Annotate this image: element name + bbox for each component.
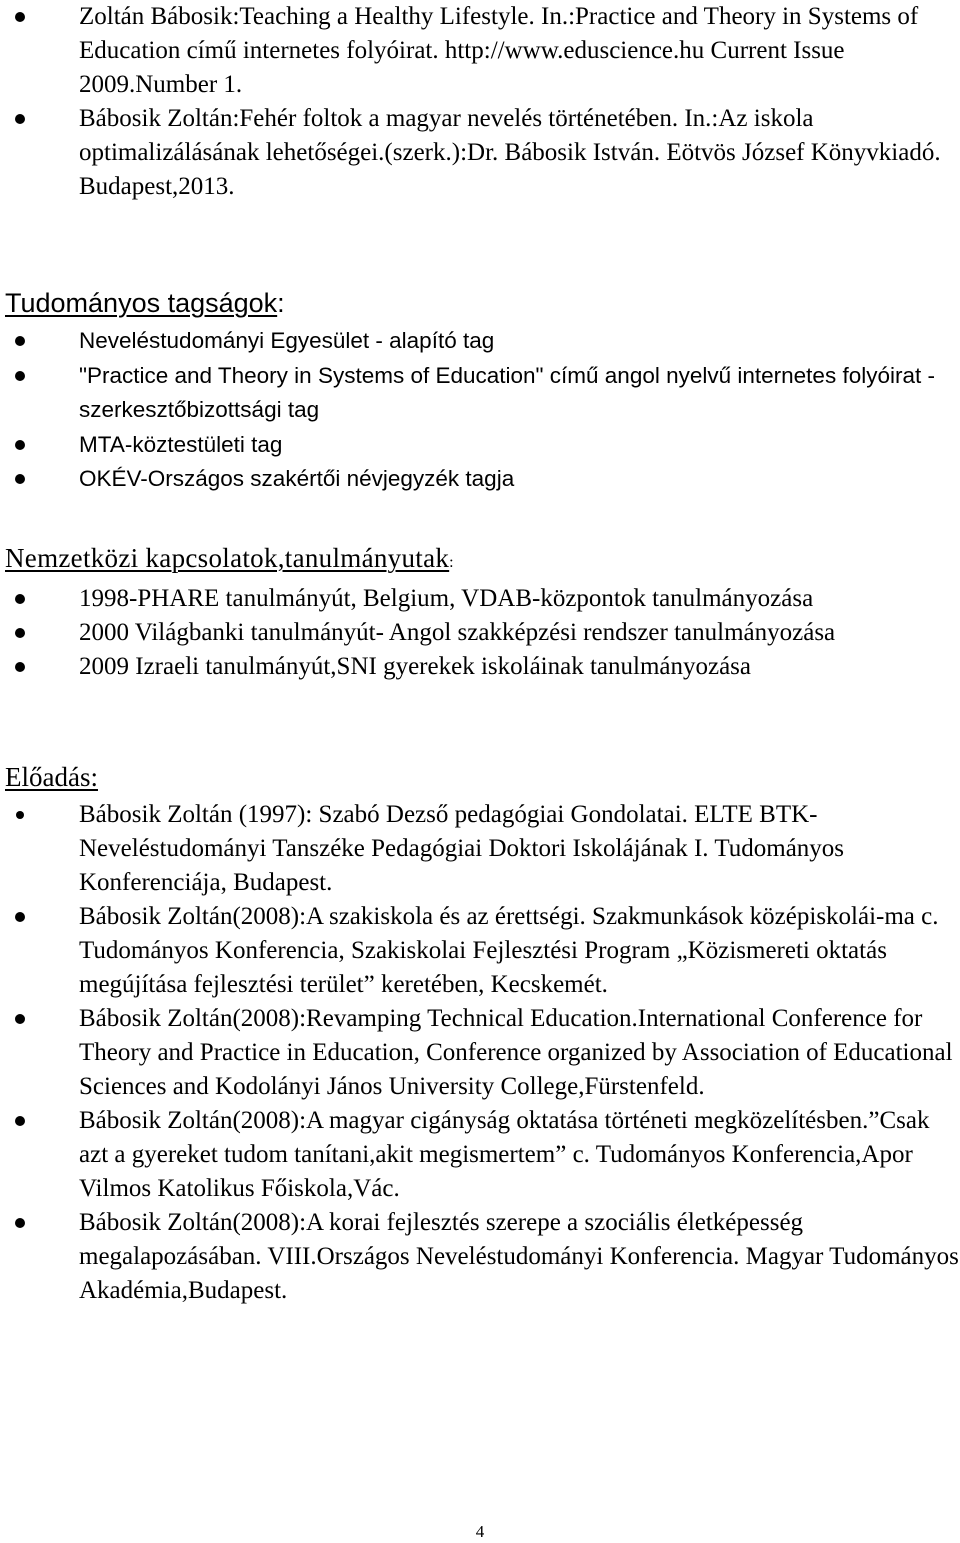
list-item-text: Bábosik Zoltán:Fehér foltok a magyar nevelés történetében. In.:Az iskola optimalizálásának lehetőségei.(szerk.):Dr. Bábosik István. Eötvös József Könyvkiadó. Budapest,2013. [79,105,941,200]
publications-list [0,0,960,204]
list-item [0,616,960,650]
list-item [0,798,960,900]
heading-colon: : [449,554,454,571]
bullet-icon [15,336,25,346]
bullet-icon [15,594,25,604]
list-item [0,324,960,359]
lectures-list [0,798,960,1308]
list-item [0,0,960,102]
bullet-icon [15,662,25,672]
memberships-heading-text: Tudományos tagságok [5,288,278,318]
page-number: 4 [475,1522,485,1541]
list-item-text: Bábosik Zoltán (1997): Szabó Dezső pedagógiai Gondolatai. ELTE BTK-Neveléstudományi Tanszéke Pedagógiai Doktori Iskolájának I. Tudományos Konferenciája, Budapest. [79,801,845,896]
bullet-icon [15,1014,25,1024]
bullet-icon [15,1218,25,1228]
list-item-text: Bábosik Zoltán(2008):A korai fejlesztés szerepe a szociális életképesség megalapozásában. VIII.Országos Neveléstudományi Konferencia. Magyar Tudományos Akadémia,Budapest. [79,1209,959,1304]
lectures-section [0,760,960,1308]
international-heading-text: Nemzetközi kapcsolatok,tanulmányutak [5,543,450,573]
list-item [0,1104,960,1206]
section-heading [0,286,960,320]
section-heading: Előadás: [5,762,98,792]
list-item-text: "Practice and Theory in Systems of Education" című angol nyelvű internetes folyóirat - szerkesztőbizottsági tag [79,362,935,422]
list-item-text: Bábosik Zoltán(2008):A magyar cigányság oktatása történeti megközelítésben.”Csak azt a gyereket tudom tanítani,akit megismertem” c. Tudományos Konferencia,Apor Vilmos Katolikus Főiskola,Vác. [79,1107,930,1202]
list-item [0,650,960,684]
bullet-icon [16,811,24,819]
bullet-icon [15,912,25,922]
bullet-icon [15,114,25,124]
list-item [0,359,960,428]
list-item [0,1002,960,1104]
bullet-icon [15,474,25,484]
list-item-text: Bábosik Zoltán(2008):Revamping Technical Education.International Conference for Theory and Practice in Education, Conference organized by Association of Educational Sciences and Kodolányi János University College,Fürstenfeld. [79,1005,953,1100]
heading-colon: : [277,288,285,318]
bullet-icon [15,440,25,450]
list-item [0,900,960,1002]
list-item-text: Neveléstudományi Egyesület - alapító tag [79,328,495,353]
memberships-section [0,286,960,497]
list-item-text: OKÉV-Országos szakértői névjegyzék tagja [79,466,515,491]
list-item-text: MTA-köztestületi tag [79,431,283,457]
memberships-list [0,324,960,497]
list-item [0,582,960,616]
bullet-icon [15,628,25,638]
list-item-text: Zoltán Bábosik:Teaching a Healthy Lifestyle. In.:Practice and Theory in Systems of Education című internetes folyóirat. http://www.eduscience.hu Current Issue 2009.Number 1. [79,3,919,98]
list-item-text: 2009 Izraeli tanulmányút,SNI gyerekek iskoláinak tanulmányozása [79,653,752,680]
list-item-text: Bábosik Zoltán(2008):A szakiskola és az érettségi. Szakmunkások középiskolái-ma c. Tudományos Konferencia, Szakiskolai Fejlesztési Program „Közismereti oktatás megújítása fejlesztési terület” keretében, Kecskemét. [79,903,939,998]
bullet-icon [15,371,25,381]
list-item [0,102,960,204]
bullet-icon [15,12,25,22]
international-list [0,582,960,684]
list-item [0,462,960,497]
international-section [0,541,960,684]
list-item [0,428,960,463]
list-item-text: 2000 Világbanki tanulmányút- Angol szakképzési rendszer tanulmányozása [79,619,836,646]
list-item-text: 1998-PHARE tanulmányút, Belgium, VDAB-központok tanulmányozása [79,585,814,612]
section-heading [0,541,960,580]
bullet-icon [15,1116,25,1126]
list-item [0,1206,960,1308]
